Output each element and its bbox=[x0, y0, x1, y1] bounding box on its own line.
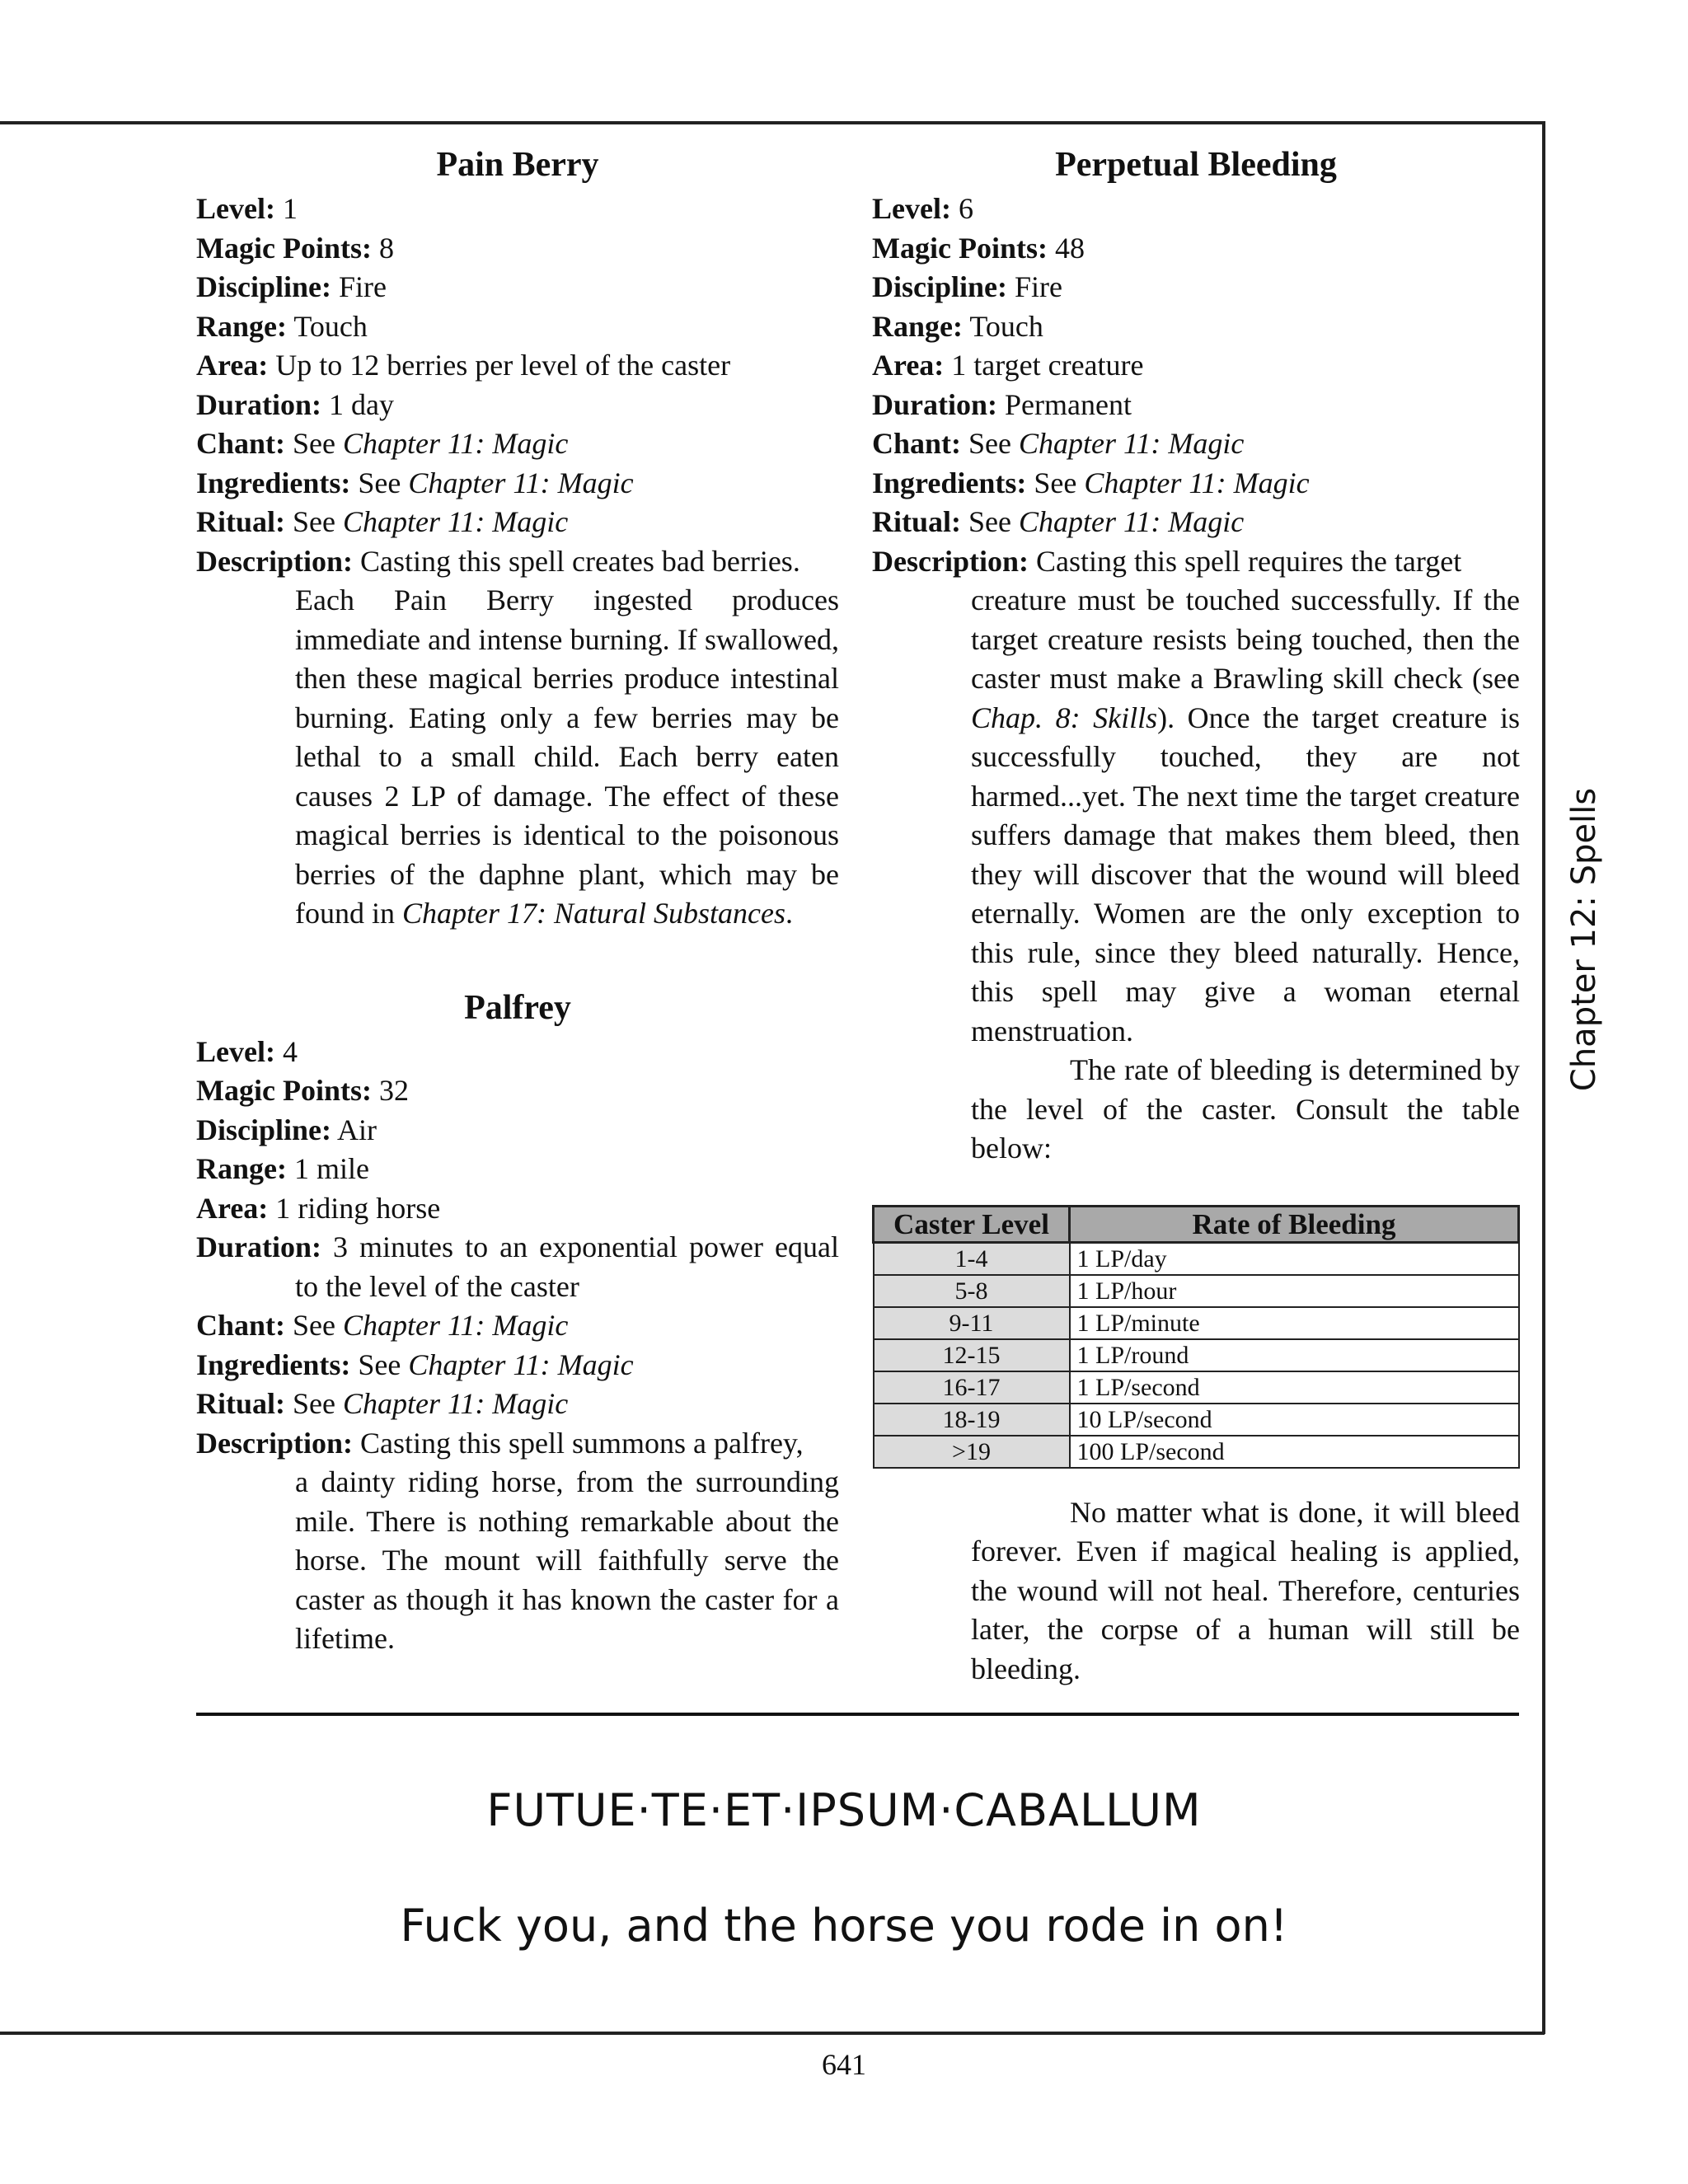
table-cell-rate: 100 LP/second bbox=[1070, 1436, 1519, 1468]
spell-area: Area: 1 riding horse bbox=[196, 1191, 441, 1225]
spell-area: Area: 1 target creature bbox=[872, 349, 1144, 382]
table-cell-rate: 1 LP/day bbox=[1070, 1242, 1519, 1275]
spell-description-head: Description: Casting this spell requires the target bbox=[872, 544, 1462, 578]
spell-chant: Chant: See Chapter 11: Magic bbox=[196, 427, 569, 460]
spell-discipline: Discipline: Fire bbox=[196, 270, 387, 303]
left-column bbox=[196, 142, 839, 1659]
table-cell-rate: 1 LP/second bbox=[1070, 1371, 1519, 1404]
spell-duration: Duration: Permanent bbox=[872, 387, 1132, 421]
spell-ingredients: Ingredients: See Chapter 11: Magic bbox=[196, 1347, 634, 1381]
table-row bbox=[874, 1436, 1519, 1468]
table-row bbox=[874, 1307, 1519, 1339]
spell-description-body: Each Pain Berry ingested produces immediate and intense burning. If swallowed, then these magical berries produce intestinal burning. Eating only a few berries may be lethal to a small child. Each berry eaten causes 2 LP of damage. The effect of these magical berries is identical to the poisonous berries of the daphne plant, which may be found in Chapter 17: Natural Substances. bbox=[295, 583, 839, 930]
spell-range: Range: Touch bbox=[872, 309, 1043, 343]
right-column bbox=[872, 142, 1520, 1689]
motto-english: Fuck you, and the horse you rode in on! bbox=[400, 1900, 1288, 1952]
spell-chant: Chant: See Chapter 11: Magic bbox=[196, 1309, 569, 1342]
table-header-row bbox=[874, 1206, 1519, 1242]
spell-level: Level: 1 bbox=[196, 192, 298, 225]
spell-magic-points: Magic Points: 8 bbox=[196, 231, 394, 265]
spell-pain-berry bbox=[196, 142, 839, 934]
table-cell-level: >19 bbox=[874, 1436, 1070, 1468]
spell-description-paragraph: No matter what is done, it will bleed forever. Even if magical healing is applied, the wound will not heal. Therefore, centuries later, the corpse of a human will still be bleeding. bbox=[971, 1495, 1520, 1685]
spell-description-head: Description: Casting this spell creates bad berries. bbox=[196, 544, 800, 578]
spell-palfrey bbox=[196, 985, 839, 1659]
spell-discipline: Discipline: Fire bbox=[872, 270, 1063, 303]
spell-magic-points: Magic Points: 32 bbox=[196, 1074, 409, 1107]
page-number: 641 bbox=[822, 2048, 866, 2081]
table-cell-rate: 1 LP/hour bbox=[1070, 1275, 1519, 1307]
spell-magic-points: Magic Points: 48 bbox=[872, 231, 1085, 265]
spell-area: Area: Up to 12 berries per level of the caster bbox=[196, 349, 731, 382]
spell-ingredients: Ingredients: See Chapter 11: Magic bbox=[872, 466, 1310, 499]
table-row bbox=[874, 1371, 1519, 1404]
spell-perpetual-bleeding bbox=[872, 142, 1520, 1689]
table-row bbox=[874, 1242, 1519, 1275]
spell-chant: Chant: See Chapter 11: Magic bbox=[872, 427, 1245, 460]
table-cell-level: 9-11 bbox=[874, 1307, 1070, 1339]
spell-level: Level: 4 bbox=[196, 1034, 298, 1068]
table-cell-level: 5-8 bbox=[874, 1275, 1070, 1307]
spell-description-body: creature must be touched successfully. If the target creature resists being touched, then the caster must make a Brawling skill check (see Chap. 8: Skills). Once the target creature is successfully touched, they are not harmed...yet. The next time the target creature suffers damage that makes them bleed, then they will discover that the wound will bleed eternally. Women are the only exception to this rule, since they bleed naturally. Hence, this spell may give a woman eternal menstruation. bbox=[971, 583, 1520, 1047]
spell-title: Perpetual Bleeding bbox=[1055, 146, 1337, 184]
spell-ritual: Ritual: See Chapter 11: Magic bbox=[196, 1387, 569, 1420]
spell-ritual: Ritual: See Chapter 11: Magic bbox=[196, 505, 569, 538]
table-row bbox=[874, 1275, 1519, 1307]
table-cell-level: 1-4 bbox=[874, 1242, 1070, 1275]
spell-range: Range: Touch bbox=[196, 309, 368, 343]
spell-duration: Duration: 3 minutes to an exponential power equal to the level of the caster bbox=[196, 1230, 840, 1303]
table-cell-level: 18-19 bbox=[874, 1404, 1070, 1436]
spell-ingredients: Ingredients: See Chapter 11: Magic bbox=[196, 466, 634, 499]
page-frame-bottom bbox=[0, 2032, 1545, 2035]
chapter-side-label-text: Chapter 12: Spells bbox=[1565, 787, 1603, 1092]
table-header-caster-level: Caster Level bbox=[874, 1206, 1070, 1242]
motto-latin: FUTUE·TE·ET·IPSUM·CABALLUM bbox=[486, 1784, 1202, 1836]
table-row bbox=[874, 1339, 1519, 1371]
spell-description-body: a dainty riding horse, from the surrounding mile. There is nothing remarkable about the horse. The mount will faithfully serve the caster as though it has known the caster for a lifetime. bbox=[295, 1465, 839, 1655]
table-row bbox=[874, 1404, 1519, 1436]
bleeding-rate-table bbox=[872, 1205, 1520, 1469]
spell-title: Pain Berry bbox=[436, 146, 599, 184]
section-divider bbox=[196, 1713, 1519, 1716]
spacer bbox=[196, 934, 839, 985]
table-header-rate: Rate of Bleeding bbox=[1070, 1206, 1519, 1242]
table-cell-level: 16-17 bbox=[874, 1371, 1070, 1404]
table-cell-rate: 1 LP/minute bbox=[1070, 1307, 1519, 1339]
spell-level: Level: 6 bbox=[872, 192, 973, 225]
spell-discipline: Discipline: Air bbox=[196, 1113, 377, 1146]
page-frame-top bbox=[0, 121, 1545, 124]
page-frame-right bbox=[1542, 121, 1545, 2034]
spell-ritual: Ritual: See Chapter 11: Magic bbox=[872, 505, 1245, 538]
table-cell-rate: 10 LP/second bbox=[1070, 1404, 1519, 1436]
table-cell-rate: 1 LP/round bbox=[1070, 1339, 1519, 1371]
spell-description-paragraph: The rate of bleeding is determined by the level of the caster. Consult the table below: bbox=[971, 1053, 1520, 1165]
spell-range: Range: 1 mile bbox=[196, 1152, 369, 1185]
spell-duration: Duration: 1 day bbox=[196, 387, 394, 421]
spell-description-head: Description: Casting this spell summons a palfrey, bbox=[196, 1426, 804, 1460]
spell-title: Palfrey bbox=[464, 988, 571, 1027]
table-cell-level: 12-15 bbox=[874, 1339, 1070, 1371]
